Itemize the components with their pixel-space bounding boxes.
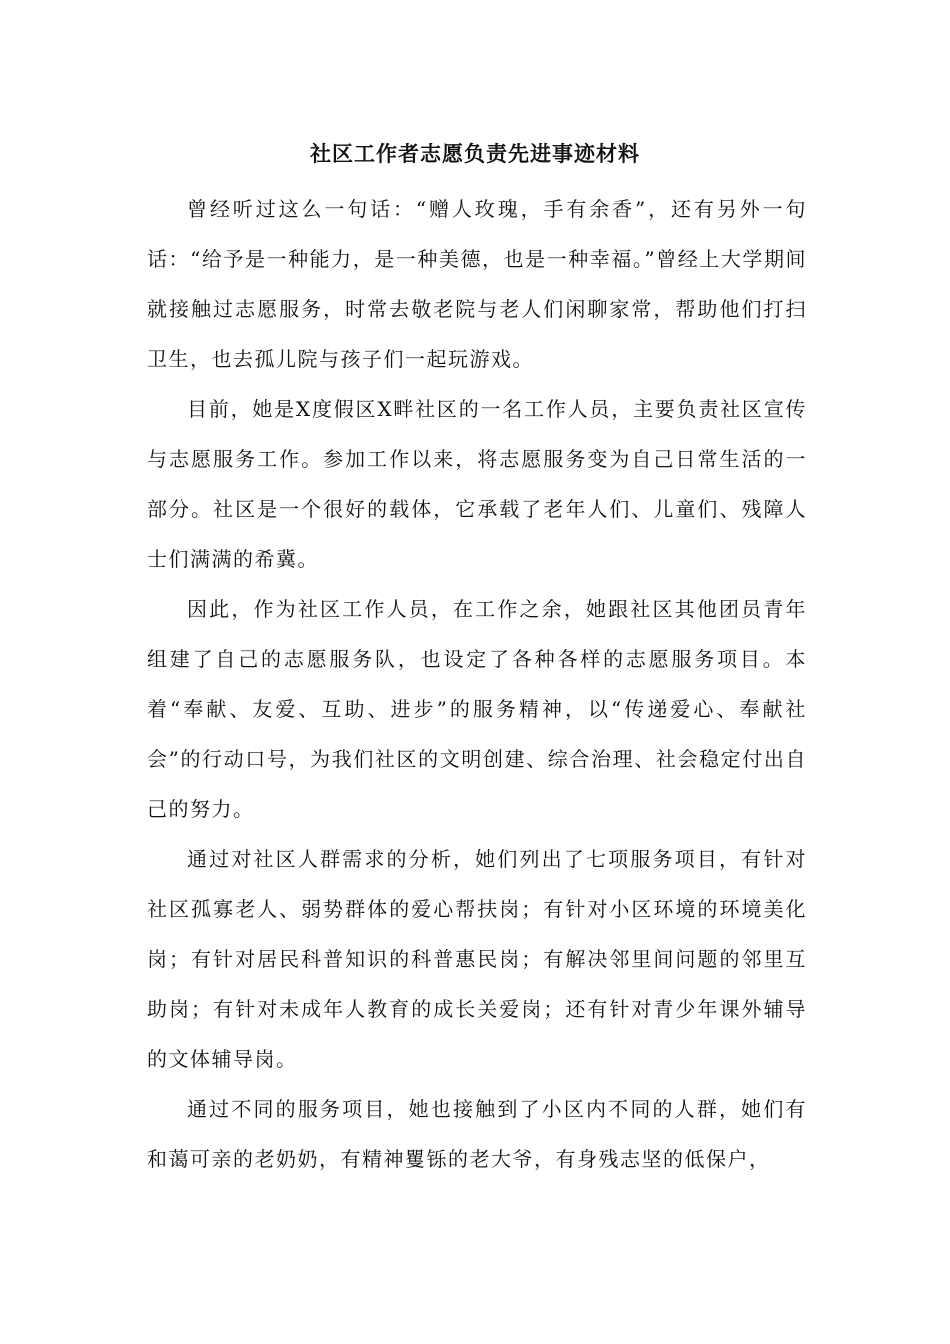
paragraph-5: 通过不同的服务项目，她也接触到了小区内不同的人群，她们有和蔼可亲的老奶奶，有精神矍铄的老大爷，有身残志坚的低保户， (147, 1097, 807, 1171)
document-body (147, 184, 807, 1184)
paragraph-1: 曾经听过这么一句话：“赠人玫瑰，手有余香”，还有另外一句话：“给予是一种能力，是一种美德，也是一种幸福。”曾经上大学期间就接触过志愿服务，时常去敬老院与老人们闲聊家常，帮助他们打扫卫生，也去孤儿院与孩子们一起玩游戏。 (147, 197, 807, 371)
paragraph-2: 目前，她是X度假区X畔社区的一名工作人员，主要负责社区宣传与志愿服务工作。参加工作以来，将志愿服务变为自己日常生活的一部分。社区是一个很好的载体，它承载了老年人们、儿童们、残障人士们满满的希冀。 (147, 397, 807, 571)
paragraph-4: 通过对社区人群需求的分析，她们列出了七项服务项目，有针对社区孤寡老人、弱势群体的爱心帮扶岗；有针对小区环境的环境美化岗；有针对居民科普知识的科普惠民岗；有解决邻里间问题的邻里互助岗；有针对未成年人教育的成长关爱岗；还有针对青少年课外辅导的文体辅导岗。 (147, 847, 807, 1071)
paragraph-3: 因此，作为社区工作人员，在工作之余，她跟社区其他团员青年组建了自己的志愿服务队，也设定了各种各样的志愿服务项目。本着“奉献、友爱、互助、进步”的服务精神，以“传递爱心、奉献社会”的行动口号，为我们社区的文明创建、综合治理、社会稳定付出自己的努力。 (147, 597, 807, 821)
document-title: 社区工作者志愿负责先进事迹材料 (310, 141, 640, 166)
